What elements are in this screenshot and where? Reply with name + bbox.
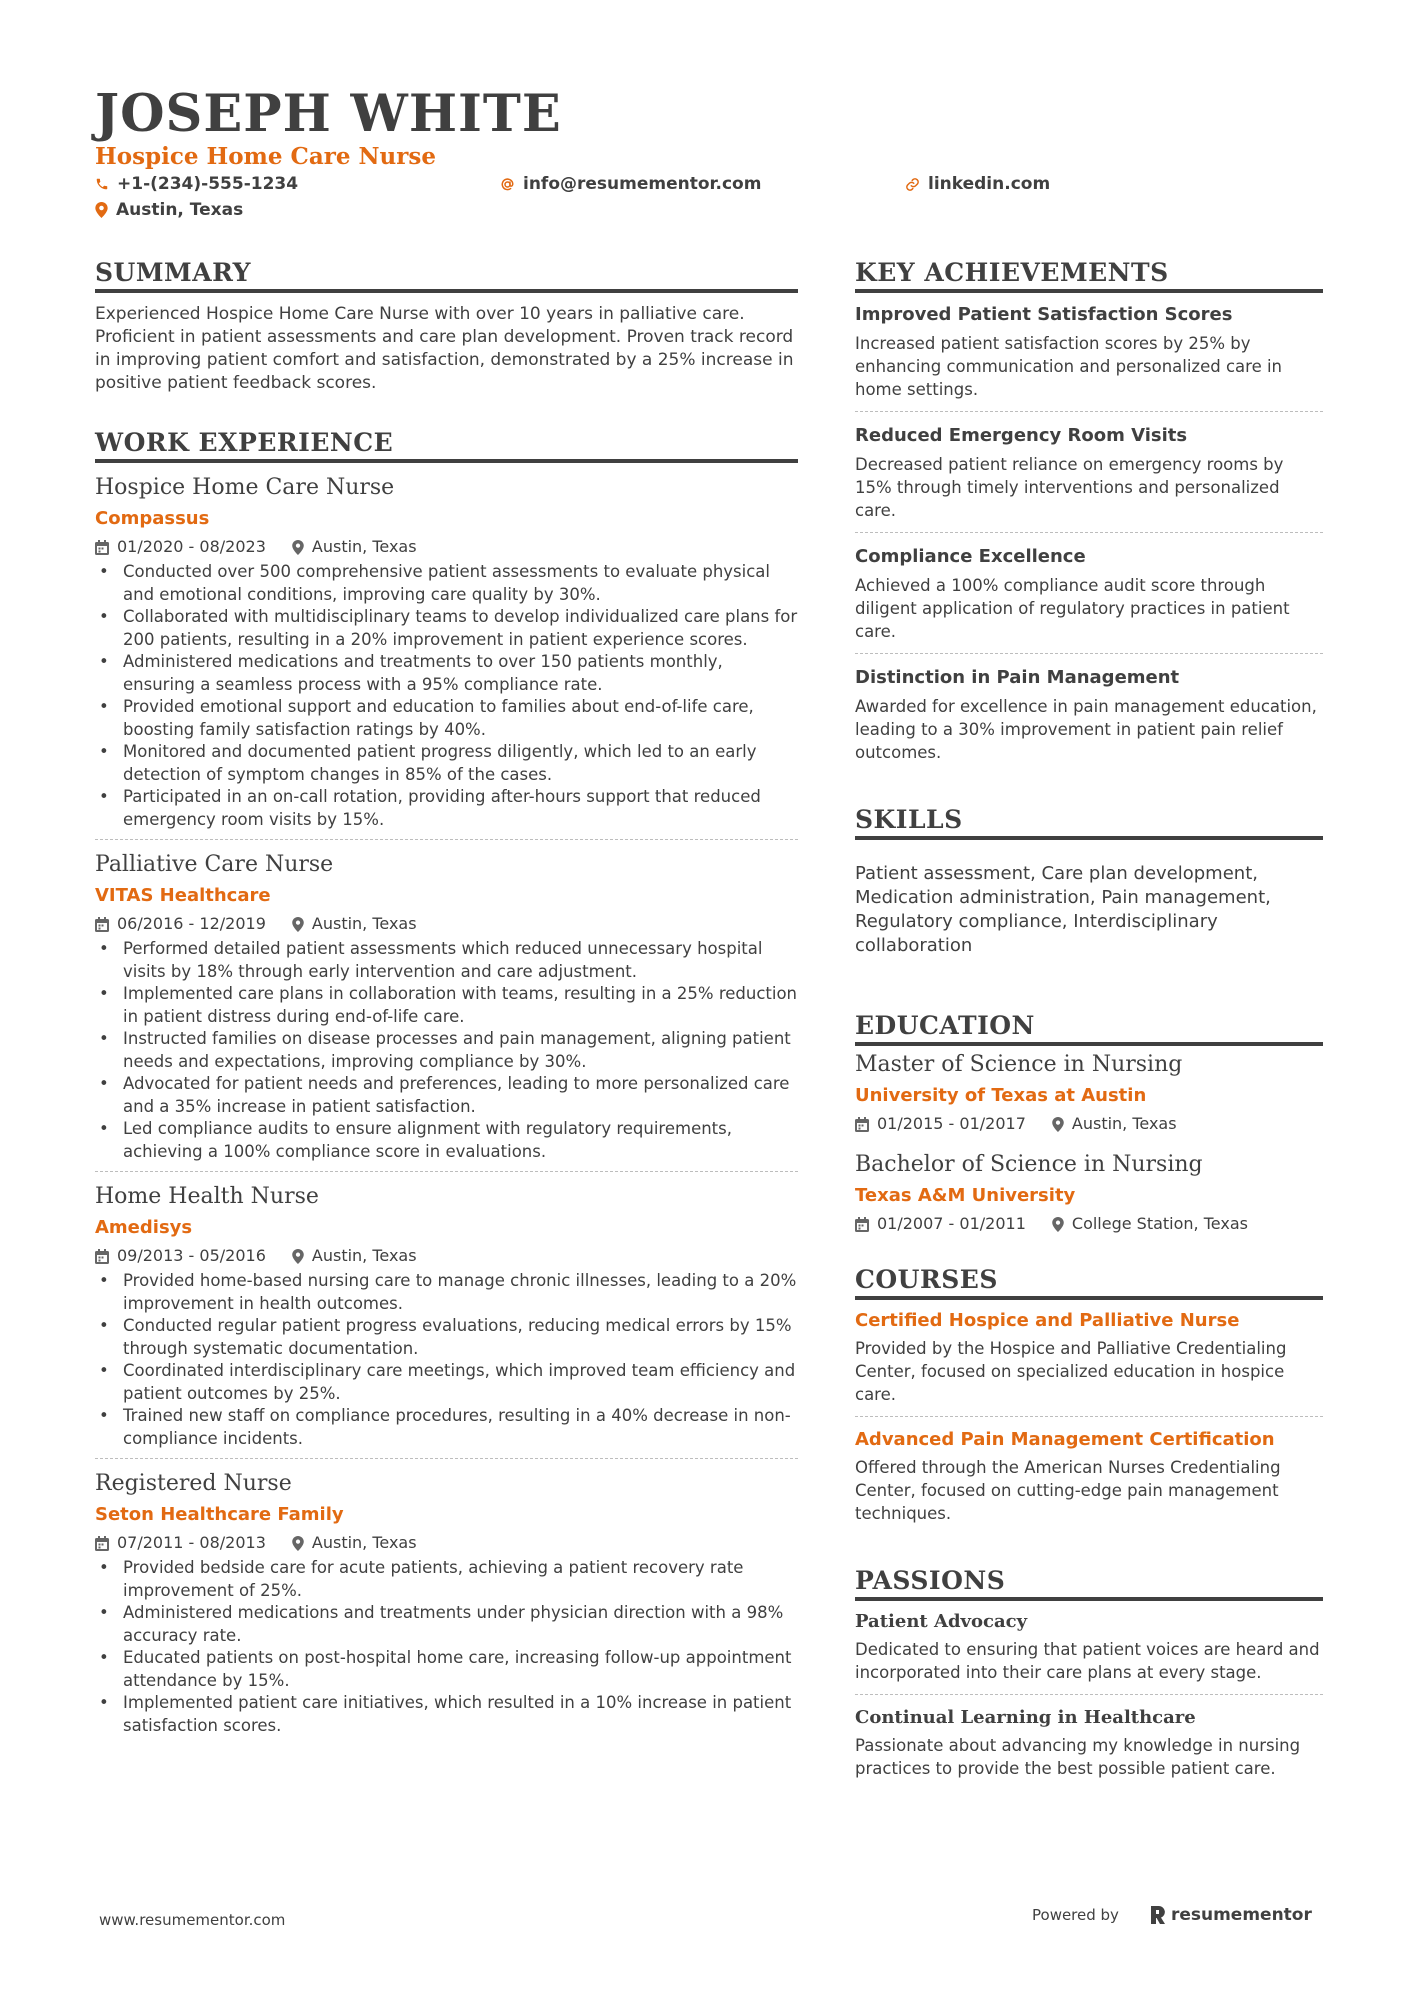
- courses-section: [855, 1264, 1323, 1535]
- education-meta: [855, 1212, 1323, 1236]
- bullet-item: • Provided emotional support and education to families about end-of-life care, boosting family satisfaction ratings by 40%.: [95, 696, 798, 741]
- resumementor-logo-icon: [1149, 1906, 1165, 1924]
- education-item: [855, 1150, 1323, 1236]
- achievement-item: [855, 411, 1323, 532]
- powered-by-label: Powered by: [1032, 1906, 1119, 1924]
- company-name: Amedisys: [95, 1217, 193, 1238]
- job-bullets: [95, 1557, 798, 1737]
- company-name: Seton Healthcare Family: [95, 1504, 344, 1525]
- location-pin-icon: [292, 917, 304, 932]
- passion-title: Continual Learning in Healthcare: [855, 1707, 1196, 1728]
- brand-logo[interactable]: [1149, 1905, 1312, 1925]
- education-location: College Station, Texas: [1071, 1214, 1248, 1233]
- achievement-title: Distinction in Pain Management: [855, 667, 1180, 688]
- company-name: Compassus: [95, 508, 210, 529]
- passions-heading: PASSIONS: [855, 1565, 1323, 1601]
- job-bullets: [95, 938, 798, 1163]
- passion-item: [855, 1605, 1323, 1694]
- degree-title: Bachelor of Science in Nursing: [855, 1152, 1203, 1177]
- achievement-text: Achieved a 100% compliance audit score through diligent application of regulatory practices in patient care.: [855, 576, 1290, 641]
- job-title: Home Health Nurse: [95, 1184, 319, 1209]
- company-name: VITAS Healthcare: [95, 885, 271, 906]
- education-section: [855, 1010, 1323, 1236]
- job-location: Austin, Texas: [311, 914, 417, 933]
- right-column: [855, 257, 1323, 1790]
- job-meta: [95, 535, 798, 559]
- location-pin-icon: [95, 202, 108, 218]
- bullet-item: • Conducted over 500 comprehensive patient assessments to evaluate physical and emotional conditions, improving care quality by 30%.: [95, 561, 798, 606]
- bullet-item: • Conducted regular patient progress evaluations, reducing medical errors by 15% through systematic documentation.: [95, 1315, 798, 1360]
- passion-title: Patient Advocacy: [855, 1611, 1028, 1632]
- bullet-item: • Collaborated with multidisciplinary teams to develop individualized care plans for 200 patients, resulting in a 20% improvement in patient experience scores.: [95, 606, 798, 651]
- contact-linkedin[interactable]: [905, 174, 1050, 194]
- passion-text: Passionate about advancing my knowledge in nursing practices to provide the best possible patient care.: [855, 1736, 1301, 1778]
- job-entry: [95, 1171, 798, 1458]
- job-dates: 09/2013 - 05/2016: [117, 1246, 266, 1265]
- education-item: [855, 1050, 1323, 1136]
- calendar-icon: [95, 540, 109, 555]
- education-location: Austin, Texas: [1071, 1114, 1177, 1133]
- education-heading: EDUCATION: [855, 1010, 1323, 1046]
- passions-section: [855, 1565, 1323, 1790]
- location-pin-icon: [292, 540, 304, 555]
- course-title: Certified Hospice and Palliative Nurse: [855, 1310, 1240, 1331]
- achievement-item: [855, 653, 1323, 774]
- location-text: Austin, Texas: [116, 200, 244, 220]
- job-title: Registered Nurse: [95, 1471, 292, 1496]
- phone-text: +1-(234)-555-1234: [117, 174, 299, 194]
- bullet-item: • Performed detailed patient assessments which reduced unnecessary hospital visits by 18% through early intervention and care adjustment.: [95, 938, 798, 983]
- summary-heading: SUMMARY: [95, 257, 798, 293]
- job-bullets: [95, 561, 798, 831]
- job-dates: 06/2016 - 12/2019: [117, 914, 266, 933]
- passion-text: Dedicated to ensuring that patient voices are heard and incorporated into their care plans at every stage.: [855, 1640, 1320, 1682]
- link-icon: [905, 177, 920, 192]
- job-location: Austin, Texas: [311, 537, 417, 556]
- job-entry: [95, 839, 798, 1171]
- linkedin-text: linkedin.com: [928, 174, 1051, 194]
- degree-title: Master of Science in Nursing: [855, 1052, 1183, 1077]
- achievement-item: [855, 297, 1323, 411]
- bullet-item: • Implemented care plans in collaboration with teams, resulting in a 25% reduction in patient distress during end-of-life care.: [95, 983, 798, 1028]
- job-dates: 07/2011 - 08/2013: [117, 1533, 266, 1552]
- footer-website[interactable]: www.resumementor.com: [99, 1911, 286, 1929]
- bullet-item: • Monitored and documented patient progress diligently, which led to an early detection of symptom changes in 85% of the cases.: [95, 741, 798, 786]
- calendar-icon: [95, 917, 109, 932]
- achievement-title: Improved Patient Satisfaction Scores: [855, 304, 1233, 325]
- bullet-item: • Administered medications and treatments to over 150 patients monthly, ensuring a seamless process with a 95% compliance rate.: [95, 651, 798, 696]
- course-text: Provided by the Hospice and Palliative Credentialing Center, focused on specialized education in hospice care.: [855, 1339, 1287, 1404]
- education-meta: [855, 1112, 1323, 1136]
- bullet-item: • Trained new staff on compliance procedures, resulting in a 40% decrease in non-compliance incidents.: [95, 1405, 798, 1450]
- footer-powered-by: [1032, 1905, 1312, 1925]
- bullet-item: • Provided home-based nursing care to manage chronic illnesses, leading to a 20% improvement in health outcomes.: [95, 1270, 798, 1315]
- summary-section: [95, 257, 798, 395]
- achievements-heading: KEY ACHIEVEMENTS: [855, 257, 1323, 293]
- job-meta: [95, 912, 798, 936]
- job-location: Austin, Texas: [311, 1533, 417, 1552]
- resume-header: [95, 86, 1325, 230]
- skills-heading: SKILLS: [855, 804, 1323, 840]
- location-pin-icon: [292, 1249, 304, 1264]
- candidate-name: JOSEPH WHITE: [95, 84, 562, 144]
- bullet-item: • Participated in an on-call rotation, providing after-hours support that reduced emergency room visits by 15%.: [95, 786, 798, 831]
- course-title: Advanced Pain Management Certification: [855, 1429, 1275, 1450]
- phone-icon: [95, 177, 109, 191]
- education-dates: 01/2007 - 01/2011: [877, 1214, 1026, 1233]
- job-entry: [95, 473, 798, 839]
- experience-section: [95, 427, 798, 1745]
- course-text: Offered through the American Nurses Credentialing Center, focused on cutting-edge pain management techniques.: [855, 1458, 1281, 1523]
- achievements-section: [855, 257, 1323, 774]
- calendar-icon: [95, 1249, 109, 1264]
- school-name: Texas A&M University: [855, 1185, 1076, 1206]
- achievement-text: Awarded for excellence in pain management education, leading to a 30% improvement in patient pain relief outcomes.: [855, 697, 1317, 762]
- bullet-item: • Instructed families on disease processes and pain management, aligning patient needs and expectations, improving compliance by 30%.: [95, 1028, 798, 1073]
- location-pin-icon: [1052, 1117, 1064, 1132]
- summary-text: Experienced Hospice Home Care Nurse with over 10 years in palliative care. Proficient in patient assessments and care plan development. Proven track record in improving patient comfort and satisfaction, demonstrated by a 25% increase in positive patient feedback scores.: [95, 304, 794, 393]
- location-pin-icon: [1052, 1217, 1064, 1232]
- skills-text: Patient assessment, Care plan development, Medication administration, Pain management, Regulatory compliance, Interdisciplinary collaboration: [855, 863, 1271, 956]
- job-location: Austin, Texas: [311, 1246, 417, 1265]
- achievement-title: Compliance Excellence: [855, 546, 1086, 567]
- job-entry: [95, 1458, 798, 1745]
- job-meta: [95, 1244, 798, 1268]
- job-dates: 01/2020 - 08/2023: [117, 537, 266, 556]
- bullet-item: • Coordinated interdisciplinary care meetings, which improved team efficiency and patient outcomes by 25%.: [95, 1360, 798, 1405]
- school-name: University of Texas at Austin: [855, 1085, 1147, 1106]
- calendar-icon: [855, 1217, 869, 1232]
- bullet-item: • Advocated for patient needs and preferences, leading to more personalized care and a 35% increase in patient satisfaction.: [95, 1073, 798, 1118]
- education-dates: 01/2015 - 01/2017: [877, 1114, 1026, 1133]
- job-meta: [95, 1531, 798, 1555]
- contact-location: [95, 200, 243, 220]
- bullet-item: • Led compliance audits to ensure alignment with regulatory requirements, achieving a 100% compliance score in evaluations.: [95, 1118, 798, 1163]
- experience-heading: WORK EXPERIENCE: [95, 427, 798, 463]
- bullet-item: • Provided bedside care for acute patients, achieving a patient recovery rate improvement of 25%.: [95, 1557, 798, 1602]
- bullet-item: • Educated patients on post-hospital home care, increasing follow-up appointment attendance by 15%.: [95, 1647, 798, 1692]
- bullet-item: • Administered medications and treatments under physician direction with a 98% accuracy rate.: [95, 1602, 798, 1647]
- achievement-text: Increased patient satisfaction scores by 25% by enhancing communication and personalized care in home settings.: [855, 334, 1283, 399]
- calendar-icon: [855, 1117, 869, 1132]
- brand-name: resumementor: [1170, 1905, 1312, 1925]
- at-icon: [500, 177, 515, 192]
- skills-section: [855, 804, 1323, 958]
- achievement-item: [855, 532, 1323, 653]
- courses-heading: COURSES: [855, 1264, 1323, 1300]
- achievement-title: Reduced Emergency Room Visits: [855, 425, 1188, 446]
- passion-item: [855, 1694, 1323, 1790]
- job-bullets: [95, 1270, 798, 1450]
- candidate-role: Hospice Home Care Nurse: [95, 143, 436, 170]
- job-title: Palliative Care Nurse: [95, 852, 334, 877]
- job-title: Hospice Home Care Nurse: [95, 475, 395, 500]
- contact-info: [95, 174, 1325, 230]
- course-item: [855, 1416, 1323, 1535]
- achievement-text: Decreased patient reliance on emergency rooms by 15% through timely interventions and personalized care.: [855, 455, 1284, 520]
- calendar-icon: [95, 1536, 109, 1551]
- email-text: info@resumementor.com: [523, 174, 762, 194]
- contact-phone[interactable]: [95, 174, 298, 194]
- bullet-item: • Implemented patient care initiatives, which resulted in a 10% increase in patient satisfaction scores.: [95, 1692, 798, 1737]
- contact-email[interactable]: [500, 174, 761, 194]
- left-column: [95, 257, 798, 1745]
- course-item: [855, 1304, 1323, 1416]
- location-pin-icon: [292, 1536, 304, 1551]
